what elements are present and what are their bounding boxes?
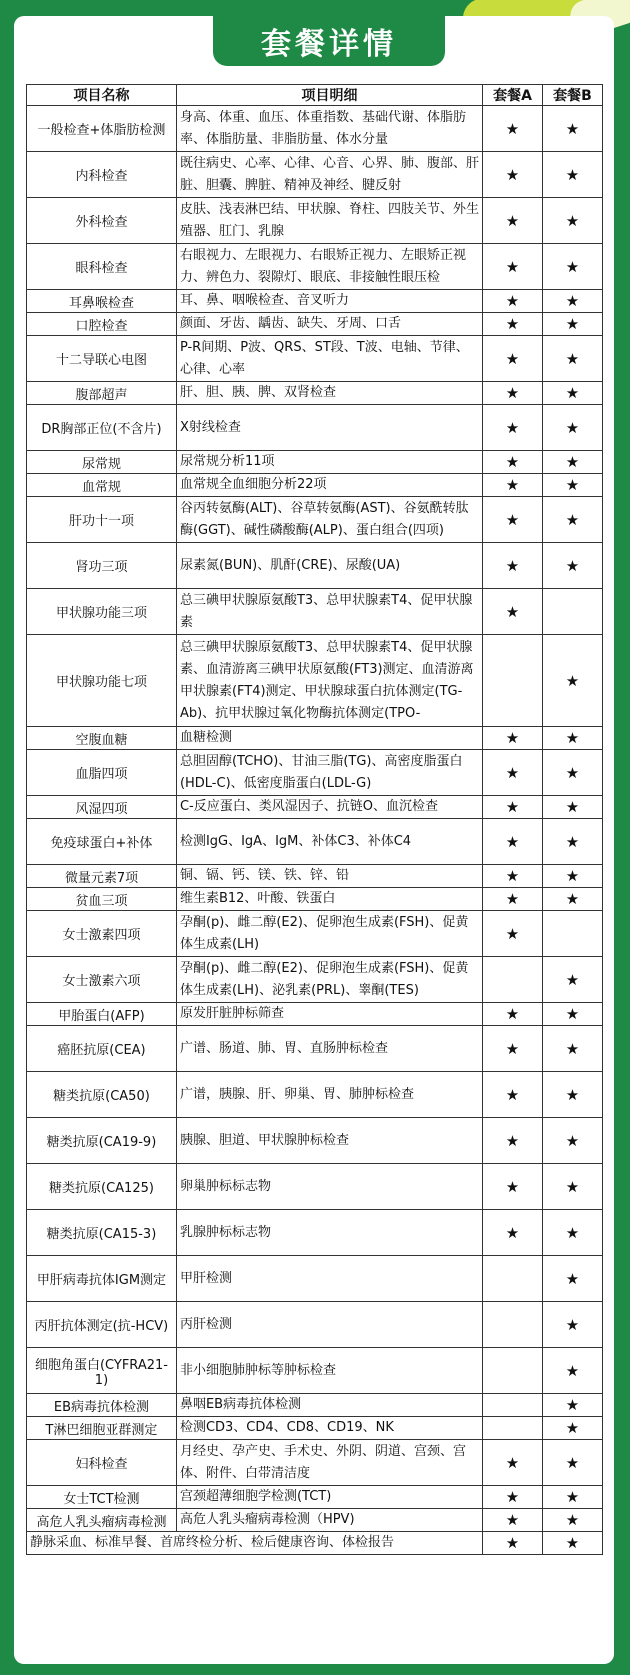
package-b-star-icon: ★ (543, 1003, 603, 1026)
item-detail: 总胆固醇(TCHO)、甘油三脂(TG)、高密度脂蛋白(HDL-C)、低密度脂蛋白(LDL-G) (176, 750, 482, 796)
item-name: 血常规 (27, 474, 177, 497)
item-detail: 肝、胆、胰、脾、双肾检查 (176, 382, 482, 405)
package-b-star-icon: ★ (543, 865, 603, 888)
item-detail: P-R间期、P波、QRS、ST段、T波、电轴、节律、心律、心率 (176, 336, 482, 382)
package-a-star-icon: ★ (483, 1532, 543, 1555)
package-b-star-icon: ★ (543, 1210, 603, 1256)
column-header-package-a: 套餐A (483, 85, 543, 106)
table-footer-row (27, 1532, 603, 1555)
item-detail: 血常规全血细胞分析22项 (176, 474, 482, 497)
table-row (27, 589, 603, 635)
package-a-star-icon: ★ (483, 796, 543, 819)
item-detail: 维生素B12、叶酸、铁蛋白 (176, 888, 482, 911)
item-name: 糖类抗原(CA15-3) (27, 1210, 177, 1256)
item-detail: X射线检查 (176, 405, 482, 451)
item-name: 甲状腺功能七项 (27, 635, 177, 727)
table-row (27, 1256, 603, 1302)
package-a-star-icon: ★ (483, 819, 543, 865)
package-a-star-icon: ★ (483, 1026, 543, 1072)
item-name: 十二导联心电图 (27, 336, 177, 382)
item-name: 癌胚抗原(CEA) (27, 1026, 177, 1072)
column-header-item-detail: 项目明细 (176, 85, 482, 106)
package-b-star-icon: ★ (543, 796, 603, 819)
table-row (27, 405, 603, 451)
package-card (14, 16, 614, 1664)
item-detail: 皮肤、浅表淋巴结、甲状腺、脊柱、四肢关节、外生殖器、肛门、乳腺 (176, 198, 482, 244)
package-a-star-icon: ★ (483, 1509, 543, 1532)
table-row (27, 1417, 603, 1440)
item-detail: 孕酮(p)、雌二醇(E2)、促卵泡生成素(FSH)、促黄体生成素(LH)、泌乳素(PRL)、睾酮(TES) (176, 957, 482, 1003)
item-detail: 乳腺肿标标志物 (176, 1210, 482, 1256)
item-name: 微量元素7项 (27, 865, 177, 888)
package-b-star-icon: ★ (543, 819, 603, 865)
table-row (27, 727, 603, 750)
item-name: 女士TCT检测 (27, 1486, 177, 1509)
column-header-item-name: 项目名称 (27, 85, 177, 106)
table-row (27, 497, 603, 543)
table-row (27, 106, 603, 152)
table-row (27, 1348, 603, 1394)
package-b-star-icon: ★ (543, 474, 603, 497)
package-b-star-icon: ★ (543, 1509, 603, 1532)
package-a-star-icon: ★ (483, 244, 543, 290)
package-b-star-icon: ★ (543, 497, 603, 543)
item-name: EB病毒抗体检测 (27, 1394, 177, 1417)
table-row (27, 313, 603, 336)
package-b-star-icon: ★ (543, 1256, 603, 1302)
item-name: 耳鼻喉检查 (27, 290, 177, 313)
package-a-star-icon: ★ (483, 1164, 543, 1210)
package-a-star-icon: ★ (483, 451, 543, 474)
item-detail: 原发肝脏肿标筛查 (176, 1003, 482, 1026)
item-name: 肾功三项 (27, 543, 177, 589)
page-title: 套餐详情 (213, 16, 445, 66)
table-row (27, 336, 603, 382)
package-b-star-icon: ★ (543, 957, 603, 1003)
item-detail: 宫颈超薄细胞学检测(TCT) (176, 1486, 482, 1509)
item-detail: 非小细胞肺肿标等肿标检查 (176, 1348, 482, 1394)
package-b-star-icon: ★ (543, 152, 603, 198)
package-table (26, 84, 603, 1555)
column-header-package-b: 套餐B (543, 85, 603, 106)
package-b-star-icon: ★ (543, 1532, 603, 1555)
item-detail: 甲肝检测 (176, 1256, 482, 1302)
package-b-star-icon: ★ (543, 750, 603, 796)
item-name: 糖类抗原(CA19-9) (27, 1118, 177, 1164)
package-a-cell (483, 957, 543, 1003)
item-name: 眼科检查 (27, 244, 177, 290)
package-a-star-icon: ★ (483, 1440, 543, 1486)
package-b-star-icon: ★ (543, 1026, 603, 1072)
table-row (27, 865, 603, 888)
package-a-star-icon: ★ (483, 382, 543, 405)
item-detail: 尿常规分析11项 (176, 451, 482, 474)
table-row (27, 888, 603, 911)
item-name: 腹部超声 (27, 382, 177, 405)
table-row (27, 1003, 603, 1026)
table-row (27, 1026, 603, 1072)
package-a-cell (483, 1417, 543, 1440)
item-name: 口腔检查 (27, 313, 177, 336)
item-name: 贫血三项 (27, 888, 177, 911)
package-b-star-icon: ★ (543, 336, 603, 382)
table-row (27, 1486, 603, 1509)
item-name: 外科检查 (27, 198, 177, 244)
item-name: 丙肝抗体测定(抗-HCV) (27, 1302, 177, 1348)
package-a-star-icon: ★ (483, 911, 543, 957)
table-row (27, 635, 603, 727)
package-a-star-icon: ★ (483, 750, 543, 796)
item-detail: 血糖检测 (176, 727, 482, 750)
item-name: 甲肝病毒抗体IGM测定 (27, 1256, 177, 1302)
package-b-star-icon: ★ (543, 198, 603, 244)
package-a-star-icon: ★ (483, 152, 543, 198)
package-b-star-icon: ★ (543, 1072, 603, 1118)
table-row (27, 1394, 603, 1417)
item-name: DR胸部正位(不含片) (27, 405, 177, 451)
item-detail: 右眼视力、左眼视力、右眼矫正视力、左眼矫正视力、辨色力、裂隙灯、眼底、非接触性眼压检 (176, 244, 482, 290)
footer-services-text: 静脉采血、标准早餐、首席终检分析、检后健康咨询、体检报告 (27, 1532, 483, 1555)
package-a-star-icon: ★ (483, 290, 543, 313)
package-b-star-icon: ★ (543, 1302, 603, 1348)
table-header-row (27, 85, 603, 106)
package-b-star-icon: ★ (543, 382, 603, 405)
package-a-star-icon: ★ (483, 1003, 543, 1026)
item-detail: 胰腺、胆道、甲状腺肿标检查 (176, 1118, 482, 1164)
package-b-star-icon: ★ (543, 727, 603, 750)
package-b-star-icon: ★ (543, 1348, 603, 1394)
table-body (27, 106, 603, 1555)
item-name: 一般检查+体脂肪检测 (27, 106, 177, 152)
item-detail: 检测IgG、IgA、IgM、补体C3、补体C4 (176, 819, 482, 865)
package-a-star-icon: ★ (483, 865, 543, 888)
item-name: 肝功十一项 (27, 497, 177, 543)
package-b-star-icon: ★ (543, 313, 603, 336)
package-b-star-icon: ★ (543, 1118, 603, 1164)
table-row (27, 819, 603, 865)
package-a-cell (483, 1256, 543, 1302)
package-a-star-icon: ★ (483, 1210, 543, 1256)
item-name: 内科检查 (27, 152, 177, 198)
table-row (27, 1072, 603, 1118)
table-row (27, 796, 603, 819)
package-b-star-icon: ★ (543, 244, 603, 290)
package-b-star-icon: ★ (543, 451, 603, 474)
package-b-star-icon: ★ (543, 1394, 603, 1417)
package-b-star-icon: ★ (543, 405, 603, 451)
table-row (27, 911, 603, 957)
package-a-star-icon: ★ (483, 1072, 543, 1118)
item-detail: 广谱，胰腺、肝、卵巢、胃、肺肿标检查 (176, 1072, 482, 1118)
table-row (27, 198, 603, 244)
package-a-cell (483, 1348, 543, 1394)
item-name: 血脂四项 (27, 750, 177, 796)
table-row (27, 244, 603, 290)
table-row (27, 451, 603, 474)
item-name: 甲状腺功能三项 (27, 589, 177, 635)
item-name: 女士激素四项 (27, 911, 177, 957)
table-row (27, 474, 603, 497)
item-detail: 高危人乳头瘤病毒检测（HPV) (176, 1509, 482, 1532)
item-name: 糖类抗原(CA50) (27, 1072, 177, 1118)
item-detail: 广谱、肠道、肺、胃、直肠肿标检查 (176, 1026, 482, 1072)
package-a-cell (483, 1302, 543, 1348)
package-a-star-icon: ★ (483, 589, 543, 635)
item-detail: 丙肝检测 (176, 1302, 482, 1348)
item-name: 甲胎蛋白(AFP) (27, 1003, 177, 1026)
package-b-star-icon: ★ (543, 1440, 603, 1486)
item-detail: C-反应蛋白、类风湿因子、抗链O、血沉检查 (176, 796, 482, 819)
package-a-star-icon: ★ (483, 888, 543, 911)
table-row (27, 1302, 603, 1348)
item-detail: 孕酮(p)、雌二醇(E2)、促卵泡生成素(FSH)、促黄体生成素(LH) (176, 911, 482, 957)
table-row (27, 957, 603, 1003)
item-name: 尿常规 (27, 451, 177, 474)
table-row (27, 1118, 603, 1164)
item-detail: 总三碘甲状腺原氨酸T3、总甲状腺素T4、促甲状腺素 (176, 589, 482, 635)
package-b-star-icon: ★ (543, 888, 603, 911)
table-row (27, 1509, 603, 1532)
item-name: 糖类抗原(CA125) (27, 1164, 177, 1210)
item-detail: 检测CD3、CD4、CD8、CD19、NK (176, 1417, 482, 1440)
item-detail: 总三碘甲状腺原氨酸T3、总甲状腺素T4、促甲状腺素、血清游离三碘甲状原氨酸(FT3)测定、血清游离甲状腺素(FT4)测定、甲状腺球蛋白抗体测定(TG-Ab)、抗甲状腺过氧化物酶抗体测定(TPO- (176, 635, 482, 727)
package-a-star-icon: ★ (483, 106, 543, 152)
item-detail: 颜面、牙齿、龋齿、缺失、牙周、口舌 (176, 313, 482, 336)
item-detail: 尿素氮(BUN)、肌酐(CRE)、尿酸(UA) (176, 543, 482, 589)
package-a-star-icon: ★ (483, 497, 543, 543)
item-name: 高危人乳头瘤病毒检测 (27, 1509, 177, 1532)
item-name: 空腹血糖 (27, 727, 177, 750)
item-detail: 谷丙转氨酶(ALT)、谷草转氨酶(AST)、谷氨酰转肽酶(GGT)、碱性磷酸酶(ALP)、蛋白组合(四项) (176, 497, 482, 543)
item-detail: 既往病史、心率、心律、心音、心界、肺、腹部、肝脏、胆囊、脾脏、精神及神经、腱反射 (176, 152, 482, 198)
package-a-star-icon: ★ (483, 1486, 543, 1509)
table-row (27, 750, 603, 796)
item-detail: 卵巢肿标标志物 (176, 1164, 482, 1210)
table-row (27, 1210, 603, 1256)
package-a-star-icon: ★ (483, 405, 543, 451)
package-a-cell (483, 635, 543, 727)
item-detail: 铜、镉、钙、镁、铁、锌、铅 (176, 865, 482, 888)
item-name: T淋巴细胞亚群测定 (27, 1417, 177, 1440)
item-name: 妇科检查 (27, 1440, 177, 1486)
package-a-star-icon: ★ (483, 336, 543, 382)
package-b-star-icon: ★ (543, 290, 603, 313)
table-row (27, 1440, 603, 1486)
package-a-star-icon: ★ (483, 198, 543, 244)
item-name: 风湿四项 (27, 796, 177, 819)
table-row (27, 382, 603, 405)
package-a-star-icon: ★ (483, 313, 543, 336)
item-detail: 鼻咽EB病毒抗体检测 (176, 1394, 482, 1417)
package-a-star-icon: ★ (483, 1118, 543, 1164)
item-name: 免疫球蛋白+补体 (27, 819, 177, 865)
table-row (27, 1164, 603, 1210)
package-a-star-icon: ★ (483, 543, 543, 589)
package-b-star-icon: ★ (543, 1164, 603, 1210)
item-name: 细胞角蛋白(CYFRA21-1) (27, 1348, 177, 1394)
package-b-star-icon: ★ (543, 106, 603, 152)
table-row (27, 543, 603, 589)
package-b-star-icon: ★ (543, 635, 603, 727)
package-a-star-icon: ★ (483, 727, 543, 750)
package-a-cell (483, 1394, 543, 1417)
package-b-cell (543, 911, 603, 957)
package-b-cell (543, 589, 603, 635)
package-b-star-icon: ★ (543, 543, 603, 589)
table-row (27, 152, 603, 198)
package-b-star-icon: ★ (543, 1417, 603, 1440)
table-row (27, 290, 603, 313)
package-b-star-icon: ★ (543, 1486, 603, 1509)
item-detail: 耳、鼻、咽喉检查、音叉听力 (176, 290, 482, 313)
item-detail: 月经史、孕产史、手术史、外阴、阴道、宫颈、宫体、附件、白带清洁度 (176, 1440, 482, 1486)
item-detail: 身高、体重、血压、体重指数、基础代谢、体脂肪率、体脂肪量、非脂肪量、体水分量 (176, 106, 482, 152)
package-a-star-icon: ★ (483, 474, 543, 497)
item-name: 女士激素六项 (27, 957, 177, 1003)
